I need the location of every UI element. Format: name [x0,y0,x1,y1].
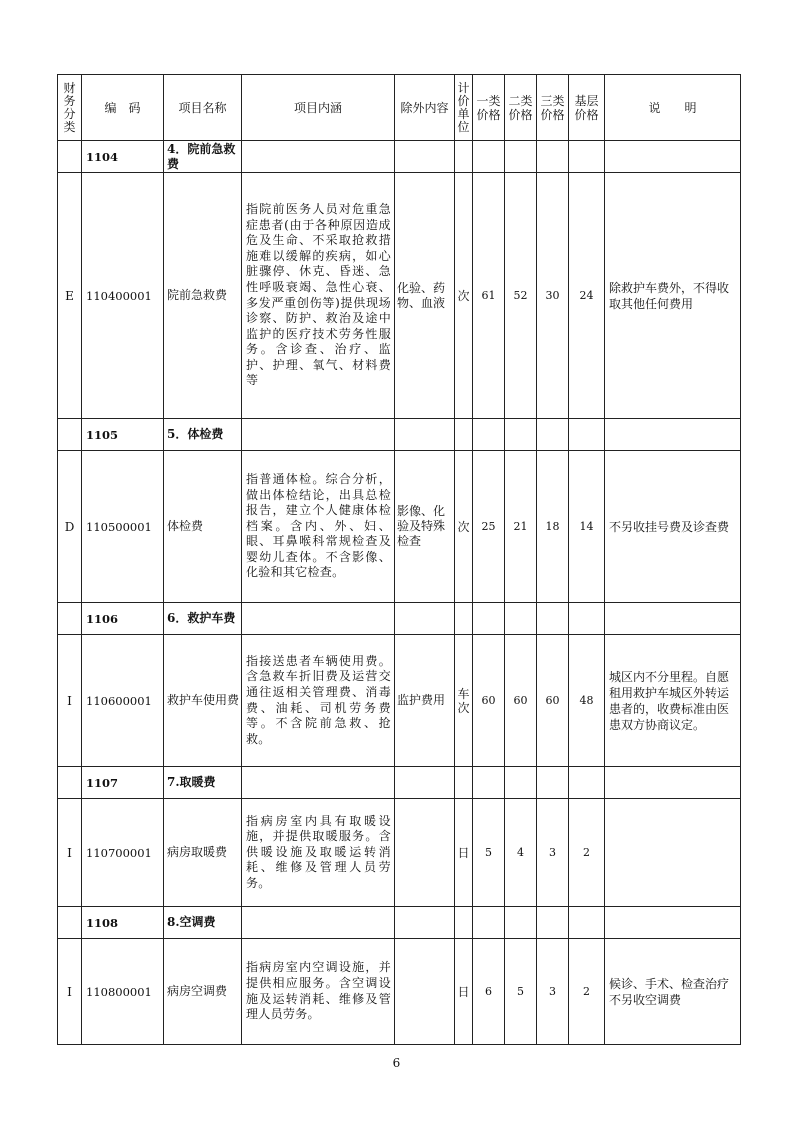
item-unit: 次 [455,173,473,419]
item-row [58,799,741,907]
item-name: 病房取暖费 [164,799,242,907]
fee-table [57,74,741,1045]
header-price1: 一类价格 [473,75,505,141]
section-row [58,141,741,173]
header-price-base: 基层价格 [569,75,605,141]
header-price3: 三类价格 [537,75,569,141]
header-excluded: 除外内容 [395,75,455,141]
item-price1: 6 [473,939,505,1045]
header-code: 编 码 [82,75,164,141]
header-name: 项目名称 [164,75,242,141]
item-price2: 4 [505,799,537,907]
item-content: 指病房室内具有取暖设施，并提供取暖服务。含供暖设施及取暖运转消耗、维修及管理人员劳务。 [242,799,395,907]
item-excluded: 化验、药物、血液 [395,173,455,419]
item-code: 110600001 [82,635,164,767]
item-note: 不另收挂号费及诊查费 [605,451,741,603]
header-category: 财务分类 [58,75,82,141]
item-name: 院前急救费 [164,173,242,419]
section-row [58,603,741,635]
item-price-base: 14 [569,451,605,603]
header-price2: 二类价格 [505,75,537,141]
item-name: 体检费 [164,451,242,603]
section-row [58,419,741,451]
item-price-base: 48 [569,635,605,767]
item-excluded: 影像、化验及特殊检查 [395,451,455,603]
item-price1: 61 [473,173,505,419]
item-code: 110700001 [82,799,164,907]
item-unit: 车次 [455,635,473,767]
item-category: I [58,939,82,1045]
item-price2: 52 [505,173,537,419]
item-price-base: 2 [569,799,605,907]
header-note: 说 明 [605,75,741,141]
item-code: 110500001 [82,451,164,603]
item-category: I [58,799,82,907]
item-price3: 30 [537,173,569,419]
item-code: 110800001 [82,939,164,1045]
section-row [58,767,741,799]
item-price-base: 2 [569,939,605,1045]
section-code: 1104 [82,141,164,173]
header-row [58,75,741,141]
item-row [58,451,741,603]
section-title: 4．院前急救费 [164,141,242,173]
item-price3: 60 [537,635,569,767]
item-name: 救护车使用费 [164,635,242,767]
section-code: 1105 [82,419,164,451]
item-unit: 日 [455,799,473,907]
section-code: 1108 [82,907,164,939]
item-price2: 60 [505,635,537,767]
item-note: 候诊、手术、检查治疗不另收空调费 [605,939,741,1045]
item-note [605,799,741,907]
item-price1: 25 [473,451,505,603]
item-price-base: 24 [569,173,605,419]
item-name: 病房空调费 [164,939,242,1045]
item-price3: 3 [537,799,569,907]
item-category: D [58,451,82,603]
item-row [58,939,741,1045]
section-title: 6．救护车费 [164,603,242,635]
item-content: 指接送患者车辆使用费。含急救车折旧费及运营交通往返相关管理费、消毒费、油耗、司机劳务费等。不含院前急救、抢救。 [242,635,395,767]
section-title: 5．体检费 [164,419,242,451]
item-row [58,635,741,767]
item-category: E [58,173,82,419]
item-content: 指病房室内空调设施，并提供相应服务。含空调设施及运转消耗、维修及管理人员劳务。 [242,939,395,1045]
item-price1: 5 [473,799,505,907]
item-row [58,173,741,419]
section-title: 7.取暖费 [164,767,242,799]
item-price1: 60 [473,635,505,767]
item-unit: 次 [455,451,473,603]
item-price2: 21 [505,451,537,603]
item-category: I [58,635,82,767]
header-content: 项目内涵 [242,75,395,141]
item-code: 110400001 [82,173,164,419]
header-unit: 计价单位 [455,75,473,141]
item-excluded [395,939,455,1045]
item-content: 指院前医务人员对危重急症患者(由于各种原因造成危及生命、不采取抢救措施难以缓解的疾病，如心脏骤停、休克、昏迷、急性呼吸衰竭、急性心衰、多发严重创伤等)提供现场诊察、防护、救治及途中监护的医疗技术劳务性服务。含诊查、治疗、监护、护理、氧气、材料费等 [242,173,395,419]
item-price2: 5 [505,939,537,1045]
item-excluded [395,799,455,907]
item-price3: 18 [537,451,569,603]
item-excluded: 监护费用 [395,635,455,767]
item-unit: 日 [455,939,473,1045]
page-number: 6 [392,1056,401,1070]
item-note: 城区内不分里程。自愿租用救护车城区外转运患者的，收费标准由医患双方协商议定。 [605,635,741,767]
item-content: 指普通体检。综合分析，做出体检结论，出具总检报告，建立个人健康体检档案。含内、外、妇、眼、耳鼻喉科常规检查及婴幼儿查体。不含影像、化验和其它检查。 [242,451,395,603]
item-price3: 3 [537,939,569,1045]
section-code: 1107 [82,767,164,799]
section-title: 8.空调费 [164,907,242,939]
section-code: 1106 [82,603,164,635]
section-row [58,907,741,939]
item-note: 除救护车费外，不得收取其他任何费用 [605,173,741,419]
